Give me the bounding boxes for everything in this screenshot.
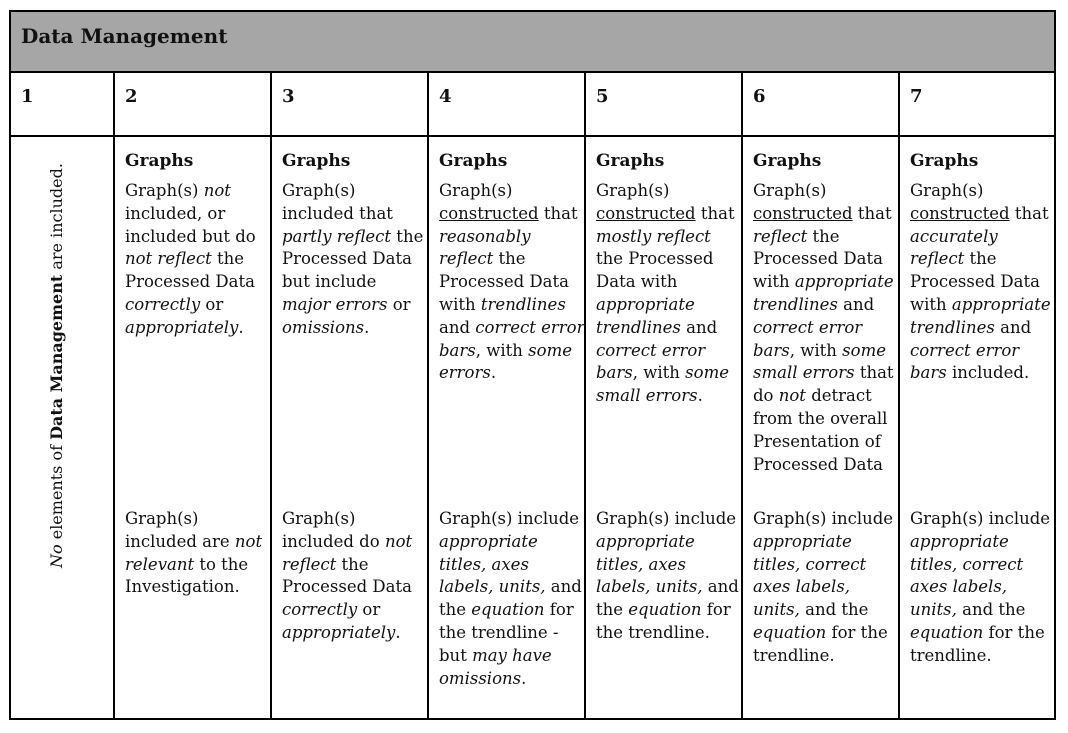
level6-graph-labels: Graph(s) include appropriate titles, correct axes labels, units, and the equation for the trendline. <box>753 509 894 665</box>
criterion-heading: Graphs <box>596 151 665 171</box>
level2-graph-relevance: Graph(s) included are not relevant to the Investigation. <box>125 509 263 597</box>
level2-graph-criteria: Graph(s) not included, or included but do not reflect the Processed Data correctly or appropriately. <box>125 181 256 337</box>
level3-cell <box>282 150 428 340</box>
level4-graph-labels: Graph(s) include appropriate titles, axes labels, units, and the equation for the trendline - but may have omissions. <box>439 509 582 688</box>
criterion-heading: Graphs <box>282 151 351 171</box>
level-number-3: 3 <box>282 86 295 107</box>
level7-graph-labels: Graph(s) include appropriate titles, correct axes labels, units, and the equation for the trendline. <box>910 509 1051 665</box>
table-title: Data Management <box>21 24 228 48</box>
level7-graph-criteria: Graph(s) constructed that accurately reflect the Processed Data with appropriate trendlines and correct error bars included. <box>910 181 1051 383</box>
level6-cell <box>753 150 899 476</box>
level3-graph-accuracy: Graph(s) included do not reflect the Processed Data correctly or appropriately. <box>282 509 413 642</box>
level-number-6: 6 <box>753 86 766 107</box>
level4-graph-criteria: Graph(s) constructed that reasonably reflect the Processed Data with trendlines and correct error bars, with some errors. <box>439 181 585 383</box>
level5-cell <box>596 150 742 408</box>
criterion-heading: Graphs <box>439 151 508 171</box>
level5-graph-labels: Graph(s) include appropriate titles, axes labels, units, and the equation for the trendline. <box>596 509 739 642</box>
level7-cell <box>910 150 1056 385</box>
level-number-2: 2 <box>125 86 138 107</box>
level-number-5: 5 <box>596 86 609 107</box>
criterion-heading: Graphs <box>910 151 979 171</box>
level4-cell <box>439 150 585 385</box>
level1-description: No elements of Data Management are included. <box>47 163 66 568</box>
level2-cell <box>125 150 271 340</box>
rubric-table <box>9 10 1056 720</box>
criterion-heading: Graphs <box>753 151 822 171</box>
level-number-1: 1 <box>21 86 34 107</box>
table-header-bar <box>11 12 1054 73</box>
level5-graph-criteria: Graph(s) constructed that mostly reflect the Processed Data with appropriate trendlines and correct error bars, with some small errors. <box>596 181 735 406</box>
level-number-4: 4 <box>439 86 452 107</box>
level-number-7: 7 <box>910 86 923 107</box>
level3-graph-criteria: Graph(s) included that partly reflect the Processed Data but include major errors or omissions. <box>282 181 424 337</box>
row-divider <box>11 135 1054 137</box>
column-divider <box>113 73 115 718</box>
criterion-heading: Graphs <box>125 151 194 171</box>
level6-graph-criteria: Graph(s) constructed that reflect the Processed Data with appropriate trendlines and correct error bars, with some small errors that do not detract from the overall Presentation of Processed Data <box>753 181 894 474</box>
